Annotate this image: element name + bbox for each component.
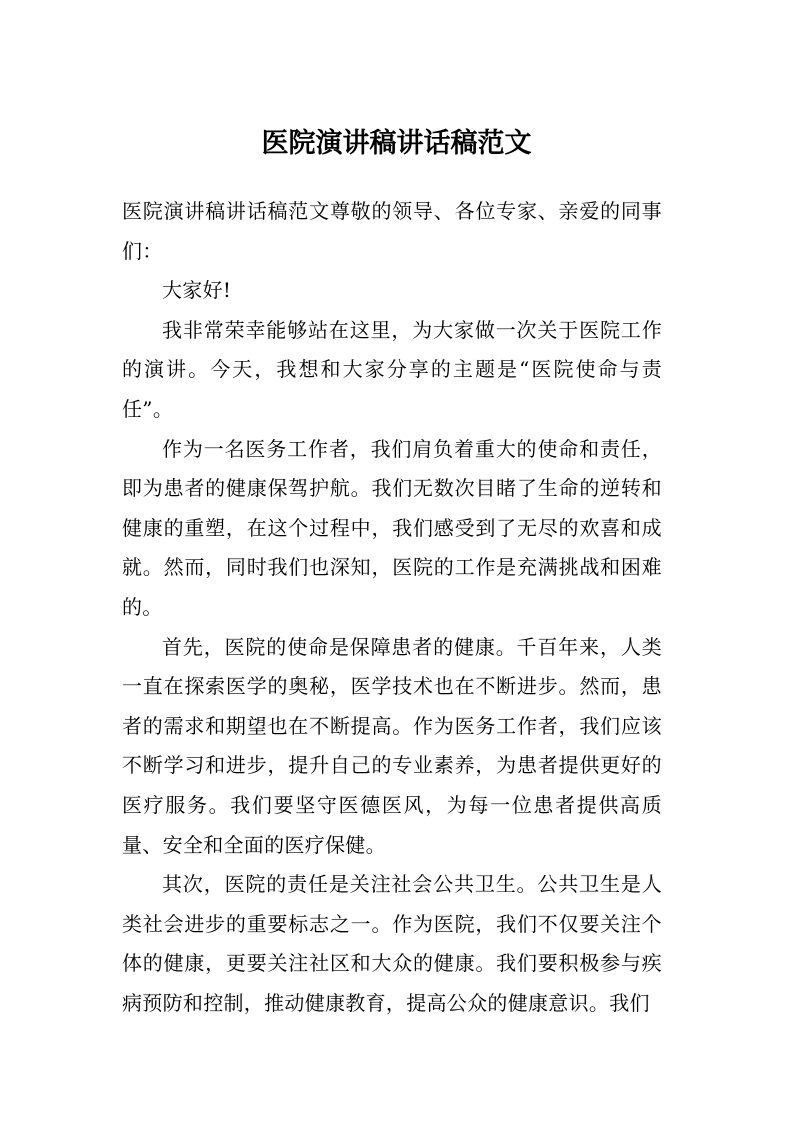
paragraph-intro: 我非常荣幸能够站在这里，为大家做一次关于医院工作的演讲。今天，我想和大家分享的主题是“医院使命与责任”。 (122, 317, 662, 421)
paragraph-mission-responsibility: 作为一名医务工作者，我们肩负着重大的使命和责任，即为患者的健康保驾护航。我们无数次目睹了生命的逆转和健康的重塑，在这个过程中，我们感受到了无尽的欢喜和成就。然而，同时我们也深知，医院的工作是充满挑战和困难的。 (122, 436, 662, 619)
paragraph-second-point: 其次，医院的责任是关注社会公共卫生。公共卫生是人类社会进步的重要标志之一。作为医院，我们不仅要关注个体的健康，更要关注社区和大众的健康。我们要积极参与疾病预防和控制，推动健康教育，提高公众的健康意识。我们 (122, 872, 662, 1015)
paragraph-salutation: 医院演讲稿讲话稿范文尊敬的领导、各位专家、亲爱的同事们： (122, 199, 662, 263)
paragraph-first-point: 首先，医院的使命是保障患者的健康。千百年来，人类一直在探索医学的奥秘，医学技术也在不断进步。然而，患者的需求和期望也在不断提高。作为医务工作者，我们应该不断学习和进步，提升自己的专业素养，为患者提供更好的医疗服务。我们要坚守医德医风，为每一位患者提供高质量、安全和全面的医疗保健。 (122, 634, 662, 857)
paragraph-greeting: 大家好! (162, 278, 232, 303)
document-body (122, 192, 662, 1023)
document-title: 医院演讲稿讲话稿范文 (261, 128, 532, 159)
